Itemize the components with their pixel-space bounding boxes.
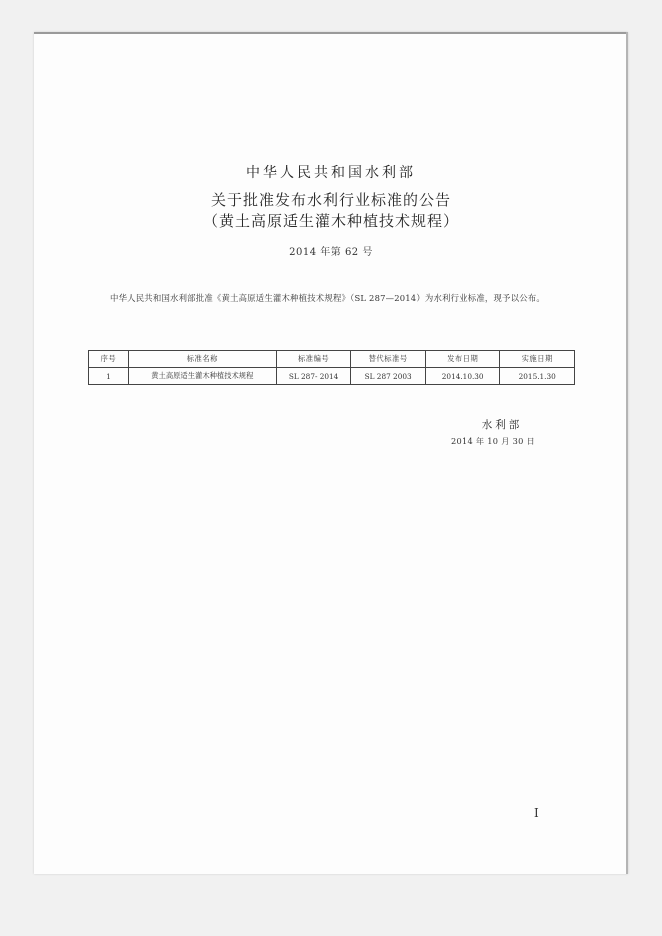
cell-number: SL 287- 2014 xyxy=(276,368,351,385)
cell-replaced: SL 287 2003 xyxy=(351,368,426,385)
col-header-name: 标准名称 xyxy=(128,351,276,368)
col-header-replaced: 替代标准号 xyxy=(351,351,426,368)
announcement-title: 关于批准发布水利行业标准的公告 xyxy=(210,191,451,209)
col-header-publish-date: 发布日期 xyxy=(425,351,500,368)
cell-publish-date: 2014.10.30 xyxy=(425,368,500,385)
table-row xyxy=(89,368,575,385)
standards-table xyxy=(88,350,575,385)
signature-org: 水利部 xyxy=(481,419,523,431)
document-page xyxy=(34,32,628,874)
cell-effective-date: 2015.1.30 xyxy=(500,368,575,385)
page-number: I xyxy=(534,806,539,820)
col-header-effective-date: 实施日期 xyxy=(500,351,575,368)
issuing-ministry: 中华人民共和国水利部 xyxy=(246,165,416,181)
announcement-number: 2014 年第 62 号 xyxy=(289,247,373,258)
page-top-edge xyxy=(34,32,628,34)
col-header-seq: 序号 xyxy=(89,351,129,368)
table-header-row xyxy=(89,351,575,368)
cell-name: 黄土高原适生灌木种植技术规程 xyxy=(128,368,276,385)
cell-seq: 1 xyxy=(89,368,129,385)
signature-date: 2014 年 10 月 30 日 xyxy=(450,436,536,446)
page-right-edge xyxy=(626,32,628,874)
announcement-subtitle: （黄土高原适生灌木种植技术规程） xyxy=(202,212,459,230)
announcement-body: 中华人民共和国水利部批准《黄土高原适生灌木种植技术规程》（SL 287—2014）为水利行业标准，现予以公布。 xyxy=(110,293,545,303)
col-header-number: 标准编号 xyxy=(276,351,351,368)
